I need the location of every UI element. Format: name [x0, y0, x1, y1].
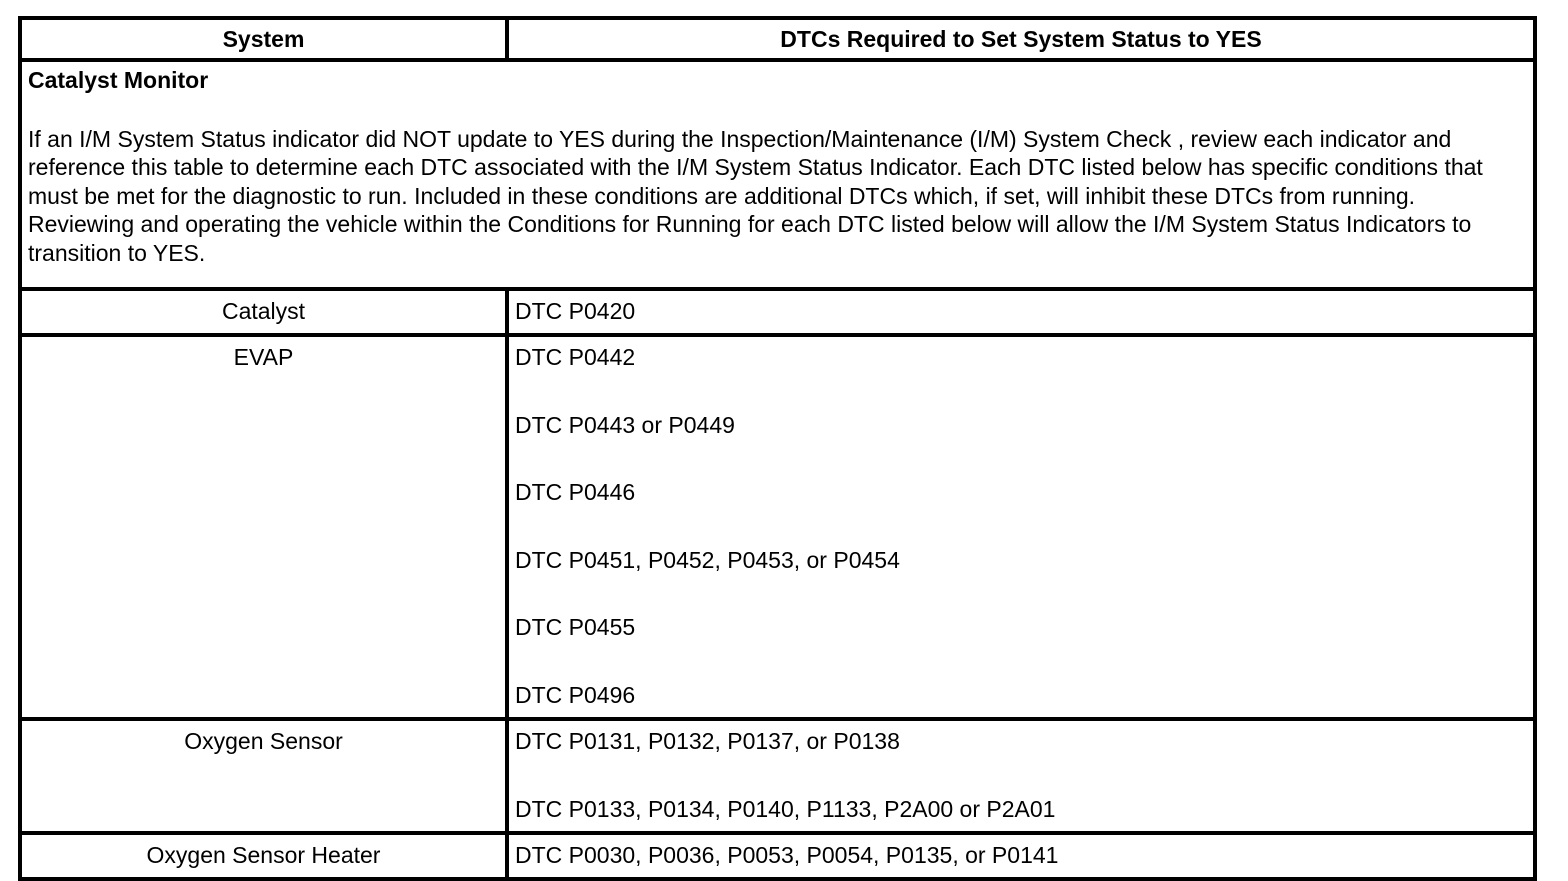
catalyst-monitor-note-row — [20, 60, 1535, 289]
table-row-catalyst — [20, 289, 1535, 335]
dtc-item: DTC P0443 or P0449 — [515, 411, 735, 438]
dtc-item: DTC P0446 — [515, 479, 636, 505]
dtc-item: DTC P0451, P0452, P0453, or P0454 — [515, 546, 900, 573]
table-row-oxygen-sensor — [20, 719, 1535, 833]
dtc-item: DTC P0496 — [515, 681, 636, 708]
system-cell: Oxygen Sensor — [20, 719, 507, 833]
dtc-item: DTC P0455 — [515, 614, 636, 640]
dtc-item: DTC P0133, P0134, P0140, P1133, P2A00 or P2A01 — [515, 796, 1056, 822]
system-cell: Oxygen Sensor Heater — [20, 833, 507, 879]
note-title: Catalyst Monitor — [28, 67, 209, 93]
note-text: If an I/M System Status indicator did NOT update to YES during the Inspection/Maintenance (I/M) System Check , review each indicator and reference this table to determine each DTC associated with the I/M System Status Indicator. Each DTC listed below has specific conditions that must be met for the diagnostic to run. Included in these conditions are additional DTCs which, if set, will inhibit these DTCs from running. Reviewing and operating the vehicle within the Conditions for Running for each DTC listed below will allow the I/M System Status Indicators to transition to YES. — [28, 125, 1483, 266]
system-cell: EVAP — [20, 335, 507, 719]
dtc-cell — [507, 833, 1535, 879]
dtc-cell — [507, 335, 1535, 719]
table-header-row — [20, 18, 1535, 60]
header-dtcs: DTCs Required to Set System Status to YES — [507, 18, 1535, 60]
dtc-cell — [507, 289, 1535, 335]
header-system: System — [20, 18, 507, 60]
dtc-item: DTC P0131, P0132, P0137, or P0138 — [515, 728, 900, 754]
dtc-system-status-table — [18, 16, 1537, 881]
system-cell: Catalyst — [20, 289, 507, 335]
table-row-oxygen-sensor-heater — [20, 833, 1535, 879]
dtc-item: DTC P0420 — [515, 298, 636, 324]
dtc-cell — [507, 719, 1535, 833]
table-row-evap — [20, 335, 1535, 719]
note-cell — [20, 60, 1535, 289]
dtc-item: DTC P0030, P0036, P0053, P0054, P0135, or P0141 — [515, 842, 1059, 868]
dtc-item: DTC P0442 — [515, 344, 636, 370]
